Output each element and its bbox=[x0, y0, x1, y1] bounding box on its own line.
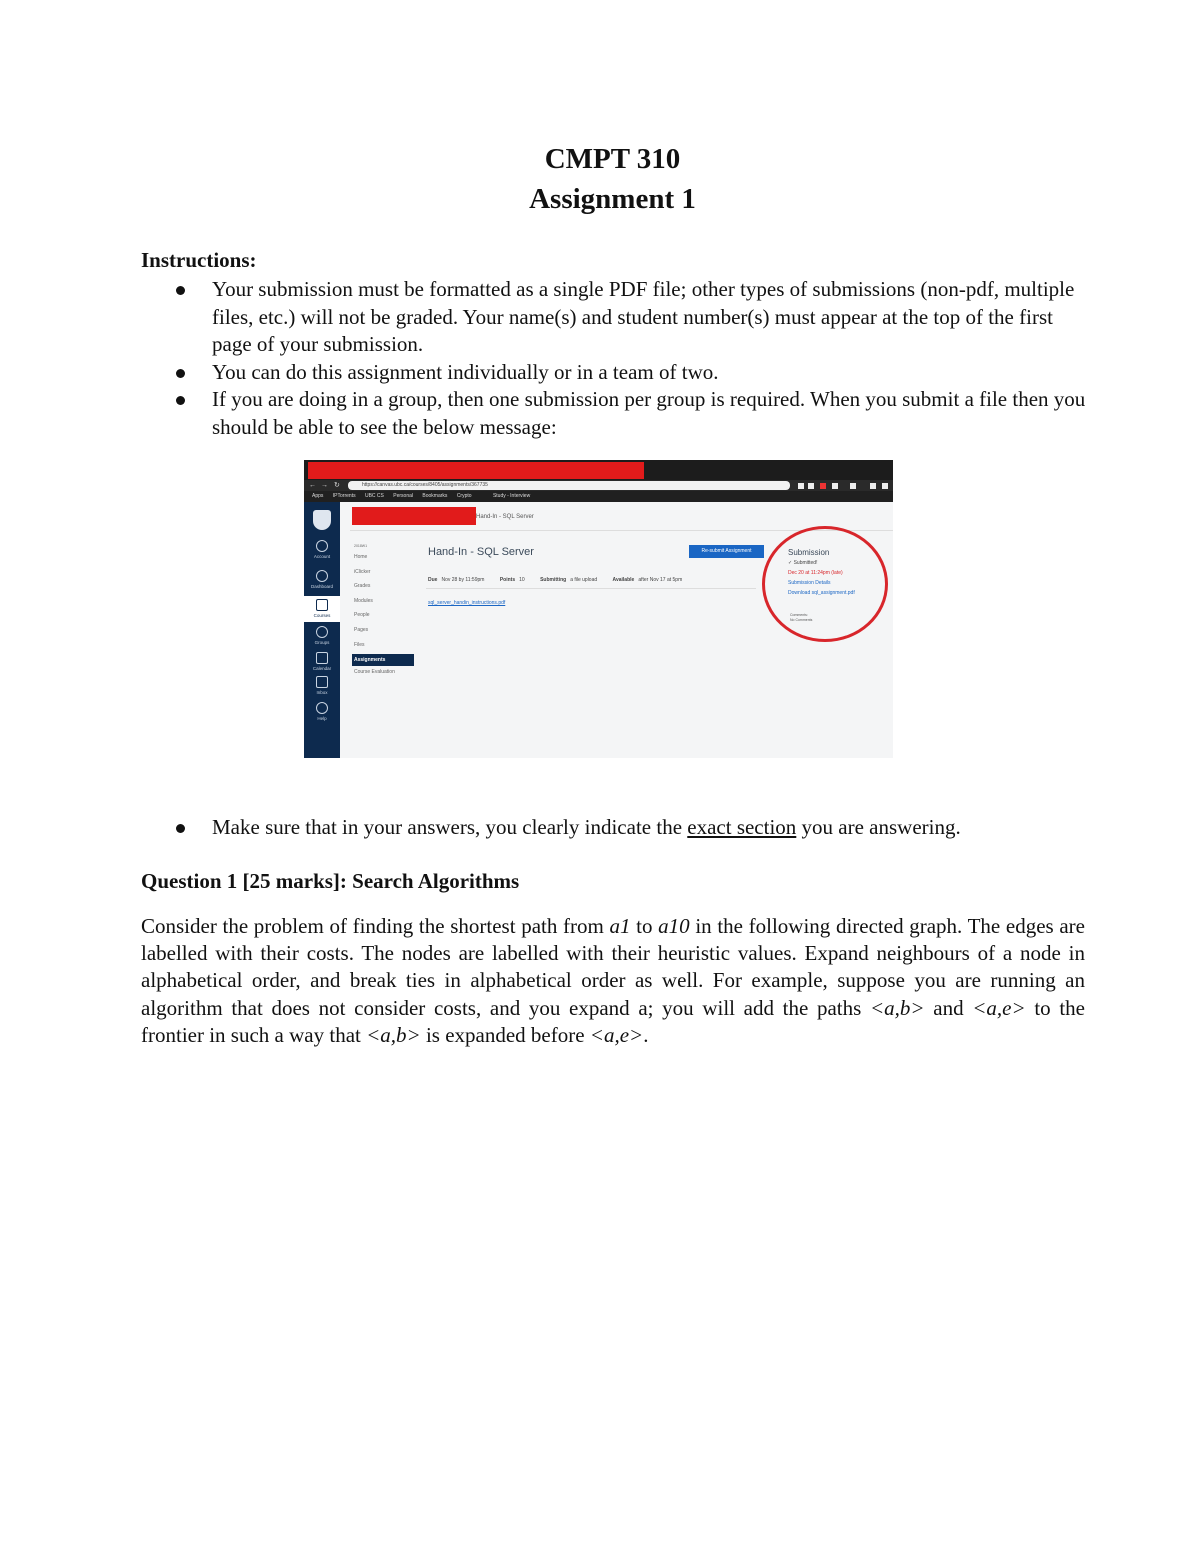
bookmarks-bar bbox=[304, 491, 893, 502]
submission-details-link[interactable]: Submission Details bbox=[788, 580, 831, 586]
nav-groups[interactable]: Groups bbox=[304, 626, 340, 645]
nav-calendar[interactable]: Calendar bbox=[304, 652, 340, 671]
bullet-text: You can do this assignment individually or in a team of two. bbox=[212, 359, 719, 384]
question-paragraph: Consider the problem of finding the shortest path from a1 to a10 in the following directed graph. The edges are labelled with their costs. The nodes are labelled with their heuristic values. Expand neighbours of a node in alphabetical order, and break ties in alphabetical order as well. For example, suppose you are running an algorithm that does not consider costs, and you expand a; you will add the paths <a,b> and <a,e> to the frontier in such a way that <a,b> is expanded before <a,e>. bbox=[141, 914, 1085, 1047]
course-nav bbox=[352, 544, 414, 683]
bullet-icon bbox=[176, 286, 185, 295]
course-nav-item[interactable]: Grades bbox=[354, 583, 371, 590]
forward-icon[interactable]: → bbox=[321, 482, 328, 489]
help-icon bbox=[316, 702, 328, 714]
bookmark-item[interactable]: Apps bbox=[312, 493, 324, 499]
redaction-bar bbox=[308, 462, 644, 479]
groups-icon bbox=[316, 626, 328, 638]
submission-status: ✓ Submitted! bbox=[788, 560, 818, 566]
list-item bbox=[141, 359, 1086, 387]
submission-title: Submission bbox=[788, 548, 830, 557]
course-nav-item[interactable]: Home bbox=[354, 554, 368, 560]
course-nav-item[interactable]: Course Evaluation bbox=[354, 668, 395, 675]
download-link[interactable]: Download sql_assignment.pdf bbox=[788, 590, 855, 596]
bullet-text: Your submission must be formatted as a single PDF file; other types of submissions (non-pdf, multiple files, etc.) will not be graded. Your name(s) and student number(s) must appear at the top of the first page of your submission. bbox=[212, 277, 1075, 356]
breadcrumb[interactable]: Hand-In - SQL Server bbox=[476, 514, 534, 520]
global-nav bbox=[304, 502, 340, 758]
address-bar[interactable]: https://canvas.ubc.ca/courses/8405/assignments/367735 bbox=[348, 481, 790, 490]
path-text: <a,e> bbox=[972, 995, 1026, 1020]
question-heading: Question 1 [25 marks]: Search Algorithms bbox=[141, 869, 520, 893]
list-item: Make sure that in your answers, you clearly indicate the exact section you are answering. bbox=[141, 814, 1086, 842]
instruction-list bbox=[141, 276, 1086, 441]
comments: Comments: No Comments bbox=[790, 613, 813, 622]
course-nav-item[interactable]: Pages bbox=[354, 626, 369, 633]
bookmark-item[interactable]: Study - Interview bbox=[492, 493, 531, 499]
inbox-icon bbox=[316, 676, 328, 688]
bullet-text: If you are doing in a group, then one submission per group is required. When you submit a file then you should be able to see the below message: bbox=[212, 387, 1086, 439]
list-item bbox=[141, 276, 1086, 359]
bookmark-item[interactable]: UBC CS bbox=[364, 493, 384, 499]
ubc-logo[interactable] bbox=[313, 510, 331, 530]
path-text: <a,b> bbox=[869, 995, 925, 1020]
node-name: a10 bbox=[658, 914, 690, 938]
extension-icon[interactable] bbox=[820, 483, 826, 489]
canvas-assignment-title: Hand-In - SQL Server bbox=[428, 546, 534, 558]
course-term: 2018W1 bbox=[354, 544, 368, 548]
back-icon[interactable]: ← bbox=[309, 482, 316, 489]
calendar-icon bbox=[316, 652, 328, 664]
course-nav-item[interactable]: People bbox=[354, 612, 370, 619]
submission-screenshot bbox=[304, 460, 893, 758]
submission-date: Dec 20 at 11:24pm (late) bbox=[788, 570, 843, 576]
bookmark-item[interactable]: IPTorrents bbox=[332, 493, 356, 499]
underlined-text: exact section bbox=[687, 815, 797, 839]
nav-dashboard[interactable]: Dashboard bbox=[304, 570, 340, 589]
bullet-icon bbox=[176, 396, 185, 405]
bookmark-item[interactable]: Crypto bbox=[456, 493, 472, 499]
courses-icon bbox=[316, 599, 328, 611]
nav-help[interactable]: Help bbox=[304, 702, 340, 721]
bookmark-item[interactable]: Bookmarks bbox=[422, 493, 448, 499]
extension-icon[interactable] bbox=[808, 483, 814, 489]
list-item bbox=[141, 386, 1086, 441]
submission-panel bbox=[788, 548, 855, 598]
nav-inbox[interactable]: Inbox bbox=[304, 676, 340, 695]
course-nav-item[interactable]: Modules bbox=[354, 597, 373, 604]
extension-icon[interactable] bbox=[832, 483, 838, 489]
node-name: a1 bbox=[609, 914, 631, 938]
menu-icon[interactable] bbox=[882, 483, 888, 489]
instructions-heading: Instructions: bbox=[141, 248, 257, 272]
nav-account[interactable]: Account bbox=[304, 540, 340, 559]
resubmit-button[interactable]: Re-submit Assignment bbox=[689, 545, 764, 558]
nav-courses[interactable]: Courses bbox=[304, 596, 340, 622]
reload-icon[interactable]: ↻ bbox=[334, 482, 340, 489]
bullet-icon bbox=[176, 824, 185, 833]
account-icon bbox=[316, 540, 328, 552]
bullet-icon bbox=[176, 369, 185, 378]
divider bbox=[426, 588, 756, 589]
path-text: <a,b> bbox=[366, 1022, 421, 1047]
bookmark-item[interactable]: Personal bbox=[393, 493, 414, 499]
attachment-link[interactable]: sql_server_handin_instructions.pdf bbox=[428, 600, 506, 606]
extension-icon[interactable] bbox=[850, 483, 856, 489]
path-text: <a,e> bbox=[589, 1022, 644, 1047]
course-nav-item[interactable]: Files bbox=[354, 641, 365, 648]
extension-icon[interactable] bbox=[798, 483, 804, 489]
profile-icon[interactable] bbox=[870, 483, 876, 489]
assignment-meta: Due Nov 28 by 11:59pm Points 10 Submitting a file upload Available after Nov 17 at 5pm bbox=[428, 577, 683, 583]
dashboard-icon bbox=[316, 570, 328, 582]
course-nav-item[interactable]: iClicker bbox=[354, 568, 371, 575]
redaction-bar bbox=[352, 507, 476, 525]
course-nav-item-assignments[interactable]: Assignments bbox=[352, 654, 414, 666]
assignment-title: Assignment 1 bbox=[529, 183, 696, 215]
course-title: CMPT 310 bbox=[544, 143, 681, 175]
